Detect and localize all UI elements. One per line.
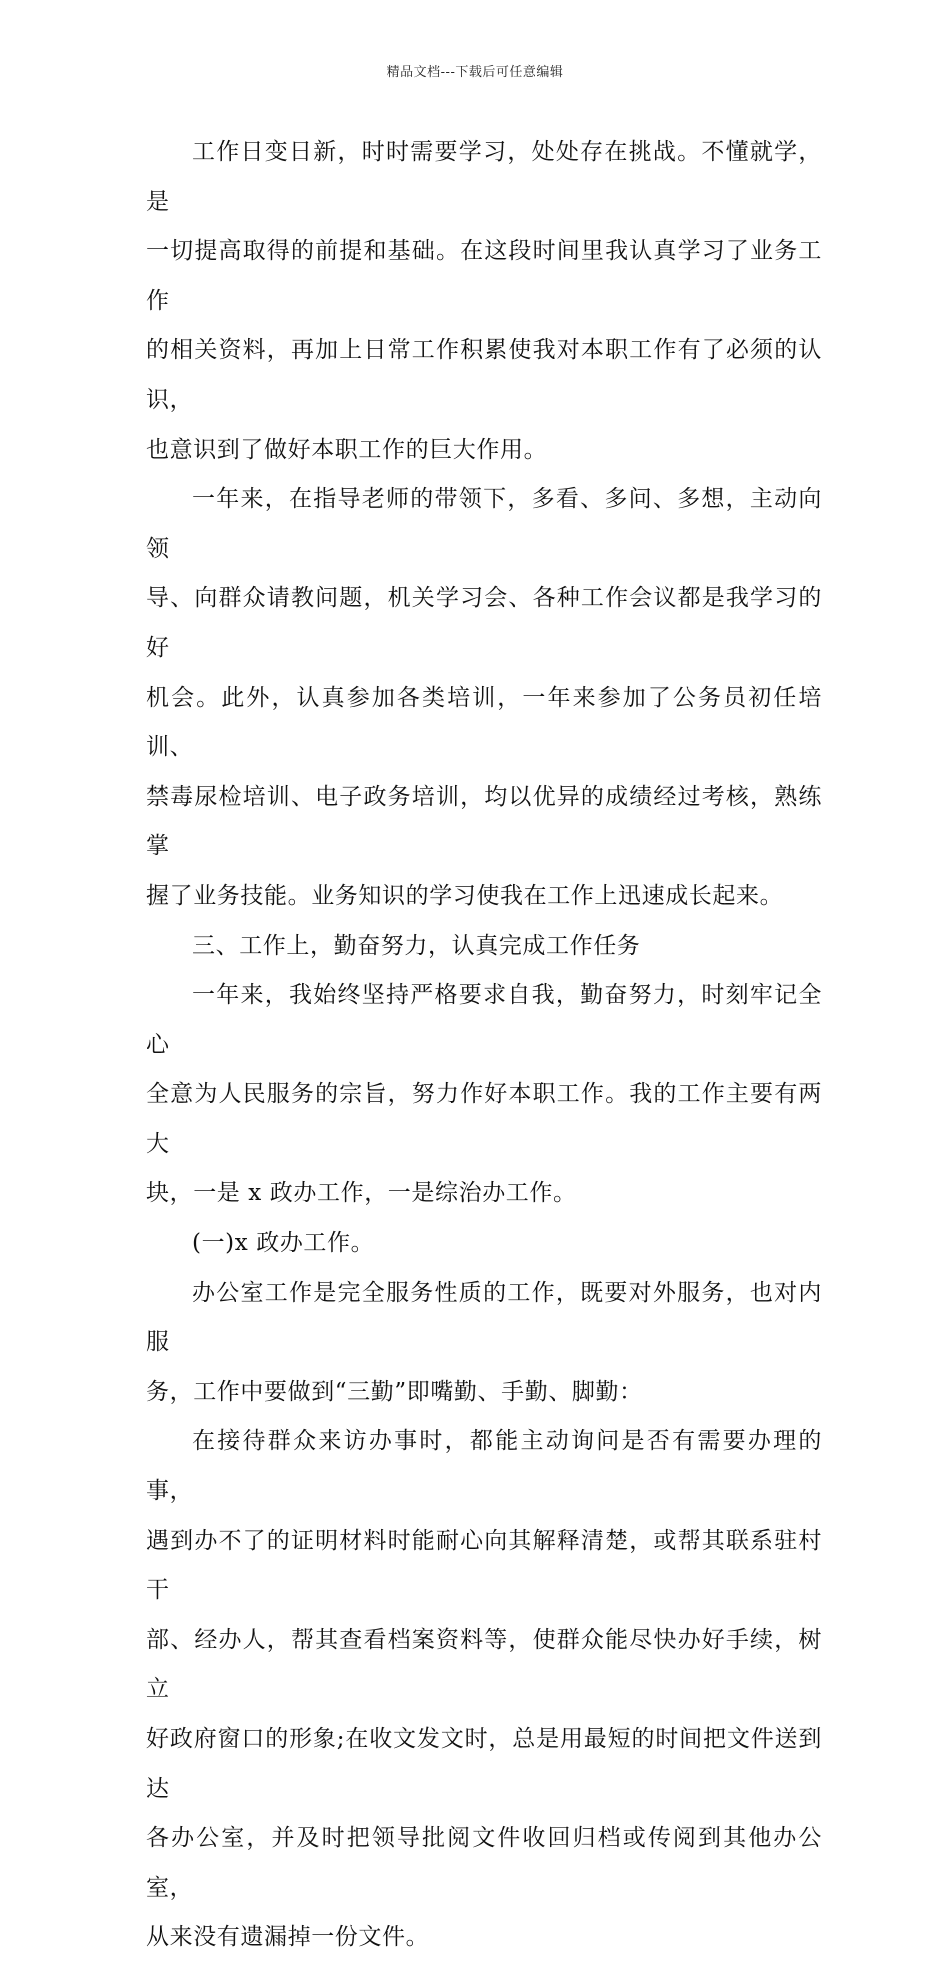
text-line: 一年来，我始终坚持严格要求自我，勤奋努力，时刻牢记全心 <box>146 982 822 1058</box>
text-line: 在接待群众来访办事时，都能主动询问是否有需要办理的事， <box>146 1428 822 1505</box>
text-line: 一切提高取得的前提和基础。在这段时间里我认真学习了业务工作 <box>146 238 822 314</box>
text-line: 全意为人民服务的宗旨，努力作好本职工作。我的工作主要有两大 <box>146 1081 822 1157</box>
text-line: 机会。此外，认真参加各类培训，一年来参加了公务员初任培训、 <box>146 684 822 761</box>
text-line: 从来没有遗漏掉一份文件。 <box>146 1924 430 1951</box>
text-line: 块，一是 x 政办工作，一是综治办工作。 <box>146 1180 577 1207</box>
text-line: 一年来，在指导老师的带领下，多看、多问、多想，主动向领 <box>146 486 822 562</box>
section-heading <box>146 922 822 972</box>
text-line: 各办公室，并及时把领导批阅文件收回归档或传阅到其他办公室， <box>146 1825 822 1901</box>
text-line: 务，工作中要做到“三勤”即嘴勤、手勤、脚勤： <box>146 1378 643 1405</box>
paragraph-4 <box>146 1269 822 1418</box>
text-line: 遇到办不了的证明材料时能耐心向其解释清楚，或帮其联系驻村干 <box>146 1527 822 1604</box>
text-line: 导、向群众请教问题，机关学习会、各种工作会议都是我学习的好 <box>146 585 822 661</box>
subsection-heading <box>146 1219 822 1269</box>
text-line: (一)x 政办工作。 <box>192 1230 375 1257</box>
text-line: 也意识到了做好本职工作的巨大作用。 <box>146 436 548 463</box>
text-line: 三、工作上，勤奋努力，认真完成工作任务 <box>192 932 641 959</box>
text-line: 工作日变日新，时时需要学习，处处存在挑战。不懂就学，是 <box>146 139 822 215</box>
paragraph-3 <box>146 971 822 1219</box>
paragraph-5 <box>146 1417 822 1963</box>
text-line: 禁毒尿检培训、电子政务培训，均以优异的成绩经过考核，熟练掌 <box>146 783 822 860</box>
text-line: 握了业务技能。业务知识的学习使我在工作上迅速成长起来。 <box>146 882 784 909</box>
paragraph-2 <box>146 475 822 921</box>
page-header: 精品文档---下载后可任意编辑 <box>386 65 564 80</box>
document-body <box>146 128 822 1963</box>
text-line: 办公室工作是完全服务性质的工作，既要对外服务，也对内服 <box>146 1279 822 1356</box>
text-line: 部、经办人，帮其查看档案资料等，使群众能尽快办好手续，树立 <box>146 1626 822 1703</box>
paragraph-1 <box>146 128 822 475</box>
text-line: 好政府窗口的形象;在收文发文时，总是用最短的时间把文件送到达 <box>146 1726 822 1802</box>
text-line: 的相关资料，再加上日常工作积累使我对本职工作有了必须的认识， <box>146 337 822 413</box>
